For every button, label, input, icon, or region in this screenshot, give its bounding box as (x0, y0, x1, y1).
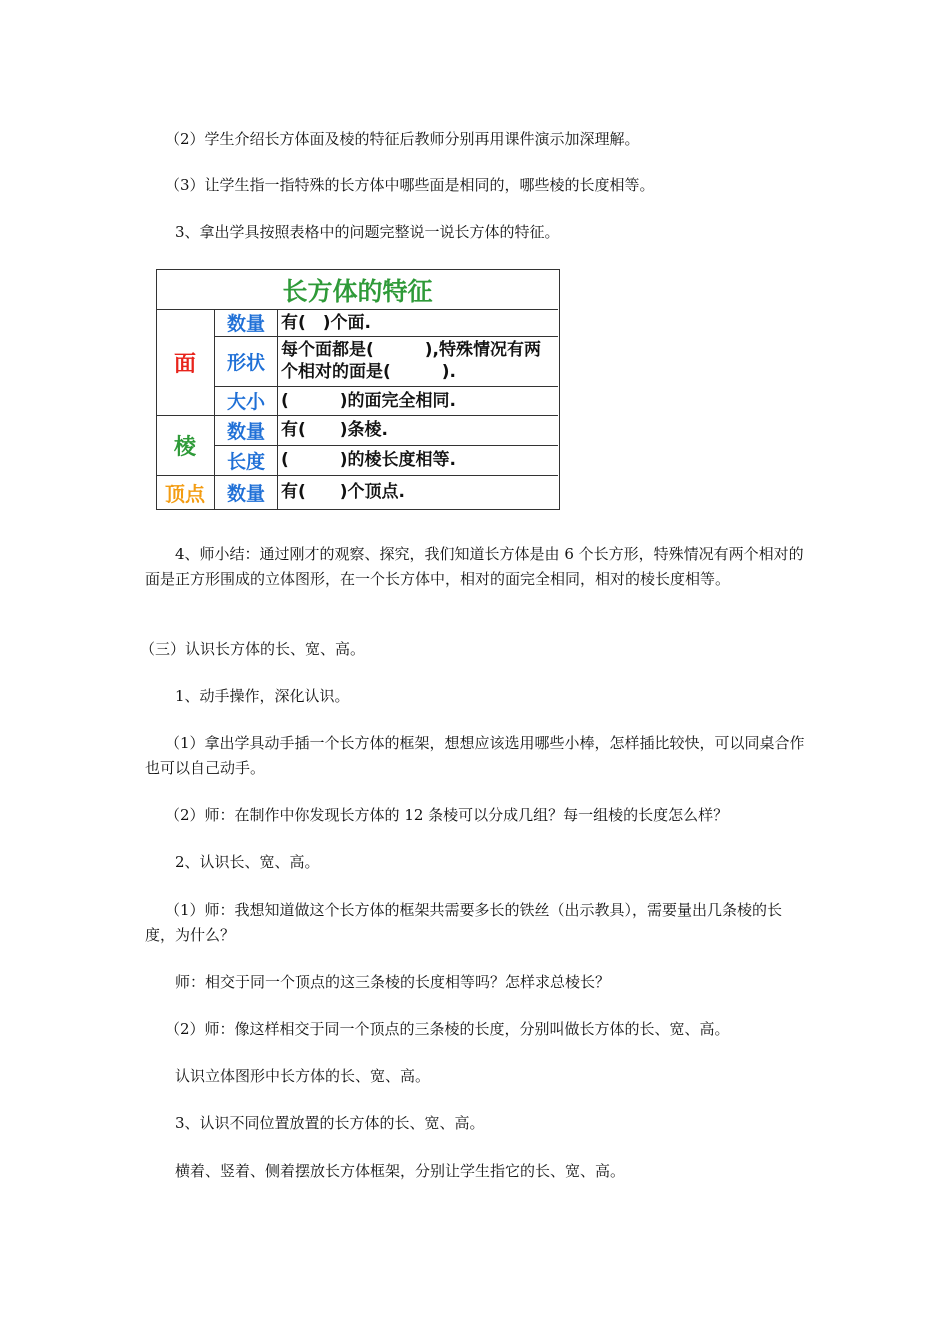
section-heading: （三）认识长方体的长、宽、高。 (140, 640, 366, 658)
row-attr: 形状 (226, 351, 265, 374)
row-attr: 长度 (226, 450, 265, 473)
row-desc: ( )的面完全相同. (281, 390, 456, 411)
row-attr: 数量 (226, 482, 265, 505)
paragraph-14: 3、认识不同位置放置的长方体的长、宽、高。 (175, 1114, 485, 1132)
paragraph-6: 1、动手操作，深化认识。 (175, 687, 350, 705)
table-divider (277, 309, 278, 509)
row-desc: 有( )个面. (281, 312, 371, 333)
paragraph-11: 师：相交于同一个顶点的这三条棱的长度相等吗？怎样求总棱长？ (175, 973, 611, 991)
row-attr: 大小 (226, 391, 265, 413)
row-attr: 数量 (226, 313, 265, 335)
group-label-face: 面 (173, 351, 196, 377)
paragraph-10: （1）师：我想知道做这个长方体的框架共需要多长的铁丝（出示教具），需要量出几条棱的长度，为什么？ (145, 901, 783, 944)
row-desc: 有( )个顶点. (281, 482, 405, 502)
paragraph-4: 4、师小结：通过刚才的观察、探究，我们知道长方体是由 6 个长方形，特殊情况有两个相对的面是正方形围成的立体图形，在一个长方体中，相对的面完全相同，相对的棱长度相等。 (145, 545, 804, 588)
paragraph-12: （2）师：像这样相交于同一个顶点的三条棱的长度，分别叫做长方体的长、宽、高。 (165, 1020, 730, 1038)
paragraph-8: （2）师：在制作中你发现长方体的 12 条棱可以分成几组？每一组棱的长度怎么样？ (165, 806, 729, 824)
paragraph-15: 横着、竖着、侧着摆放长方体框架，分别让学生指它的长、宽、高。 (175, 1162, 626, 1180)
row-desc: 每个面都是( ),特殊情况有两个相对的面是( ). (281, 340, 541, 382)
group-label-edge: 棱 (173, 434, 196, 460)
paragraph-13: 认识立体图形中长方体的长、宽、高。 (175, 1067, 431, 1085)
paragraph-3: 3、拿出学具按照表格中的问题完整说一说长方体的特征。 (175, 223, 560, 241)
paragraph-9: 2、认识长、宽、高。 (175, 853, 320, 871)
paragraph-2: （3）让学生指一指特殊的长方体中哪些面是相同的，哪些棱的长度相等。 (165, 176, 655, 194)
row-desc: ( )的棱长度相等. (281, 450, 456, 470)
table-divider (214, 309, 215, 509)
group-label-vertex: 顶点 (165, 481, 205, 506)
table-title: 长方体的特征 (282, 276, 433, 306)
paragraph-1: （2）学生介绍长方体面及棱的特征后教师分别再用课件演示加深理解。 (165, 130, 640, 148)
feature-table (156, 269, 560, 510)
row-desc: 有( )条棱. (281, 420, 388, 440)
row-attr: 数量 (226, 420, 265, 443)
paragraph-7: （1）拿出学具动手插一个长方体的框架，想想应该选用哪些小棒，怎样插比较快，可以同桌合作也可以自己动手。 (145, 734, 805, 777)
